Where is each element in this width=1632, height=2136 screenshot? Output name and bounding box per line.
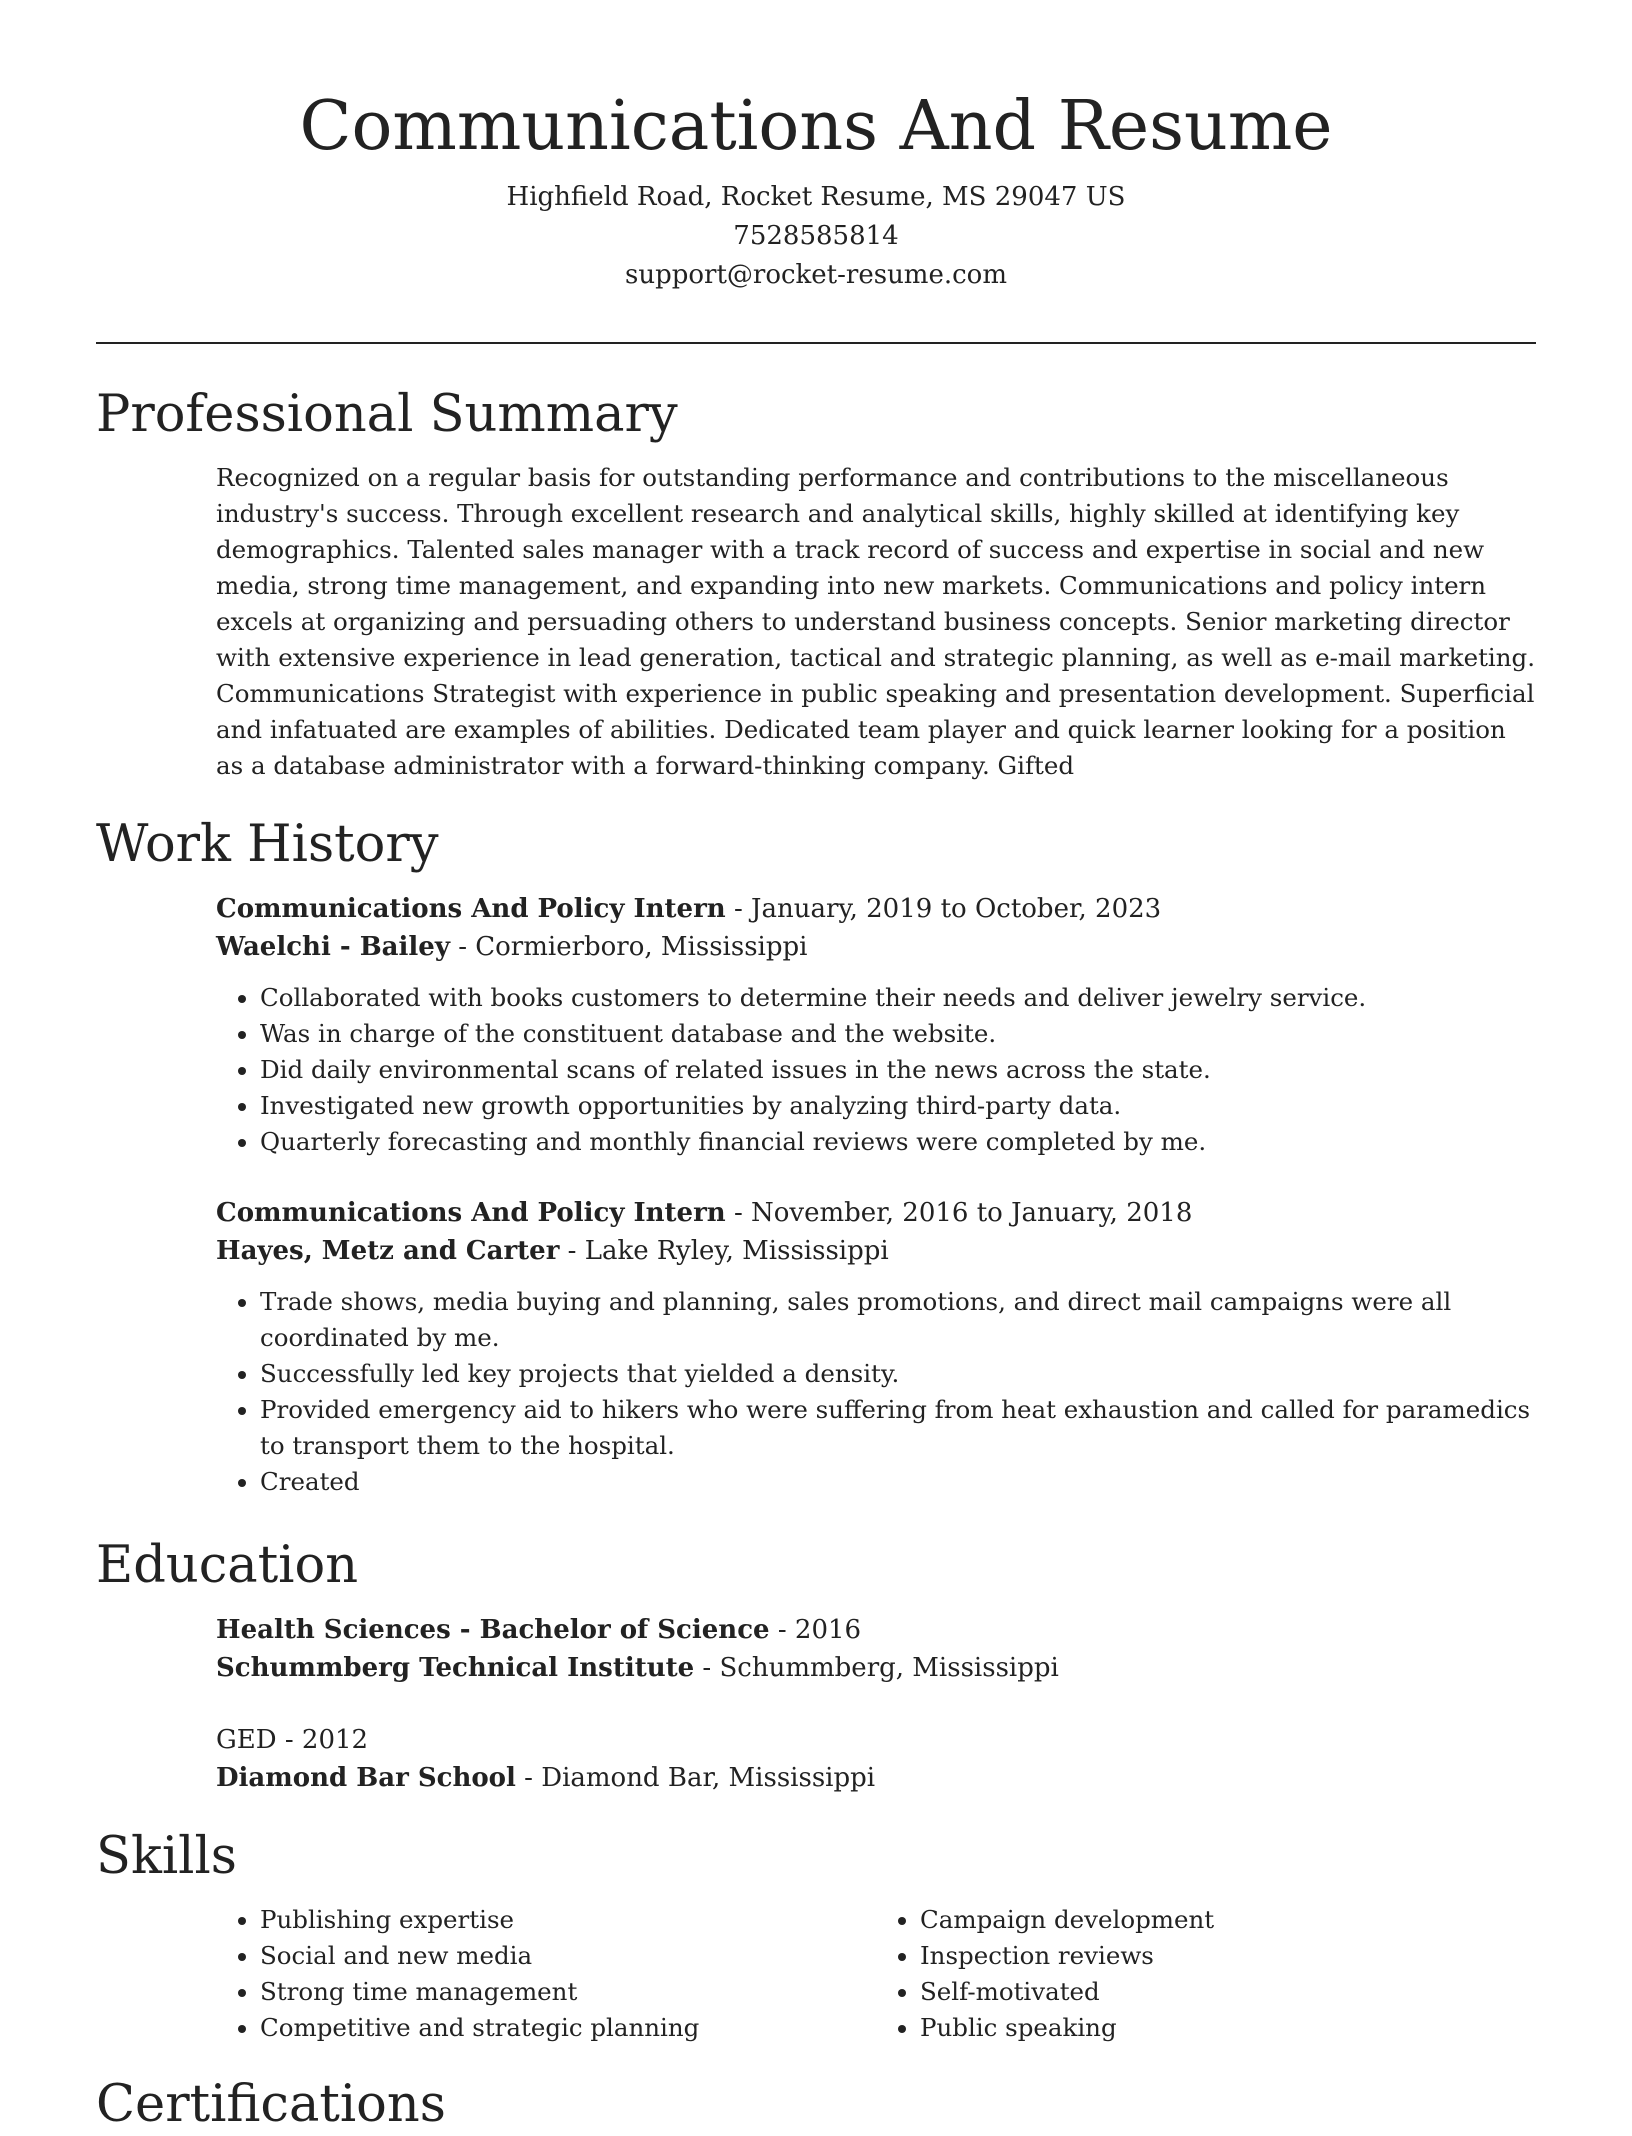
education-degree-line: [216, 1721, 1536, 1759]
job-company: Hayes, Metz and Carter: [216, 1236, 560, 1266]
job-dates: - January, 2019 to October, 2023: [725, 894, 1162, 924]
job-entry: [216, 890, 1536, 1160]
list-item: • Investigated new growth opportunities by analyzing third-party data.: [260, 1088, 1536, 1124]
list-item: • Collaborated with books customers to determine their needs and deliver jewelry service.: [260, 980, 1536, 1016]
skills-section: [96, 1826, 1536, 2046]
job-location: - Lake Ryley, Mississippi: [559, 1236, 889, 1266]
list-item: • Did daily environmental scans of related issues in the news across the state.: [260, 1052, 1536, 1088]
job-role: Communications And Policy Intern: [216, 1198, 726, 1228]
list-item: • Created: [260, 1464, 1536, 1500]
education-year: - 2016: [769, 1615, 862, 1645]
job-title-line: [216, 1194, 1536, 1232]
list-item: • Provided emergency aid to hikers who were suffering from heat exhaustion and called for paramedics to transport them to the hospital.: [260, 1392, 1536, 1464]
skills-column-right: [876, 1902, 1536, 2046]
education-degree-line: [216, 1611, 1536, 1649]
header-divider: [96, 342, 1536, 344]
list-item: • Competitive and strategic planning: [260, 2010, 876, 2046]
list-item: • Was in charge of the constituent database and the website.: [260, 1016, 1536, 1052]
job-entry: [216, 1194, 1536, 1500]
job-bullets: [216, 1284, 1536, 1500]
resume-header: [96, 86, 1536, 295]
list-item: • Self-motivated: [920, 1974, 1536, 2010]
job-company-line: [216, 1232, 1536, 1270]
summary-section: [96, 384, 1536, 784]
contact-block: [96, 178, 1536, 295]
email: support@rocket-resume.com: [624, 260, 1007, 290]
work-history-section: [96, 814, 1536, 1500]
education-school-line: [216, 1649, 1536, 1687]
list-item: • Public speaking: [920, 2010, 1536, 2046]
skills-column-left: [216, 1902, 876, 2046]
work-history-heading: Work History: [96, 815, 439, 874]
list-item: • Campaign development: [920, 1902, 1536, 1938]
education-school-line: [216, 1759, 1536, 1797]
education-entry: [216, 1721, 1536, 1797]
job-company-line: [216, 928, 1536, 966]
list-item: • Publishing expertise: [260, 1902, 876, 1938]
list-item: • Inspection reviews: [920, 1938, 1536, 1974]
candidate-name: Communications And Resume: [299, 87, 1333, 166]
certifications-heading: Certifications: [96, 2075, 446, 2134]
job-role: Communications And Policy Intern: [216, 894, 726, 924]
list-item: • Quarterly forecasting and monthly financial reviews were completed by me.: [260, 1124, 1536, 1160]
skills-grid: [216, 1902, 1536, 2046]
education-entry: [216, 1611, 1536, 1687]
list-item: • Trade shows, media buying and planning, sales promotions, and direct mail campaigns were all coordinated by me.: [260, 1284, 1536, 1356]
certifications-section: [96, 2074, 1536, 2136]
education-school: Schummberg Technical Institute: [216, 1653, 695, 1683]
job-company: Waelchi - Bailey: [216, 932, 450, 962]
education-section: [96, 1535, 1536, 1797]
job-location: - Cormierboro, Mississippi: [449, 932, 808, 962]
address: Highfield Road, Rocket Resume, MS 29047 US: [506, 182, 1126, 212]
education-degree: Health Sciences - Bachelor of Science: [216, 1615, 770, 1645]
education-location: - Diamond Bar, Mississippi: [515, 1763, 876, 1793]
summary-heading: Professional Summary: [96, 385, 678, 444]
list-item: • Social and new media: [260, 1938, 876, 1974]
skills-heading: Skills: [96, 1827, 237, 1886]
list-item: • Strong time management: [260, 1974, 876, 2010]
education-school: Diamond Bar School: [216, 1763, 516, 1793]
summary-text: Recognized on a regular basis for outstanding performance and contributions to the miscellaneous industry's success. Through excellent research and analytical skills, highly skilled at identifying key demographics. Talented sales manager with a track record of success and expertise in social and new media, strong time management, and expanding into new markets. Communications and policy intern excels at organizing and persuading others to understand business concepts. Senior marketing director with extensive experience in lead generation, tactical and strategic planning, as well as e-mail marketing. Communications Strategist with experience in public speaking and presentation development. Superficial and infatuated are examples of abilities. Dedicated team player and quick learner looking for a position as a database administrator with a forward-thinking company. Gifted: [216, 463, 1536, 780]
job-title-line: [216, 890, 1536, 928]
list-item: • Successfully led key projects that yielded a density.: [260, 1356, 1536, 1392]
job-bullets: [216, 980, 1536, 1160]
education-location: - Schummberg, Mississippi: [694, 1653, 1059, 1683]
job-dates: - November, 2016 to January, 2018: [725, 1198, 1193, 1228]
phone: 7528585814: [733, 221, 899, 251]
education-degree: GED: [216, 1725, 277, 1755]
education-heading: Education: [96, 1536, 359, 1595]
education-year: - 2012: [276, 1725, 369, 1755]
